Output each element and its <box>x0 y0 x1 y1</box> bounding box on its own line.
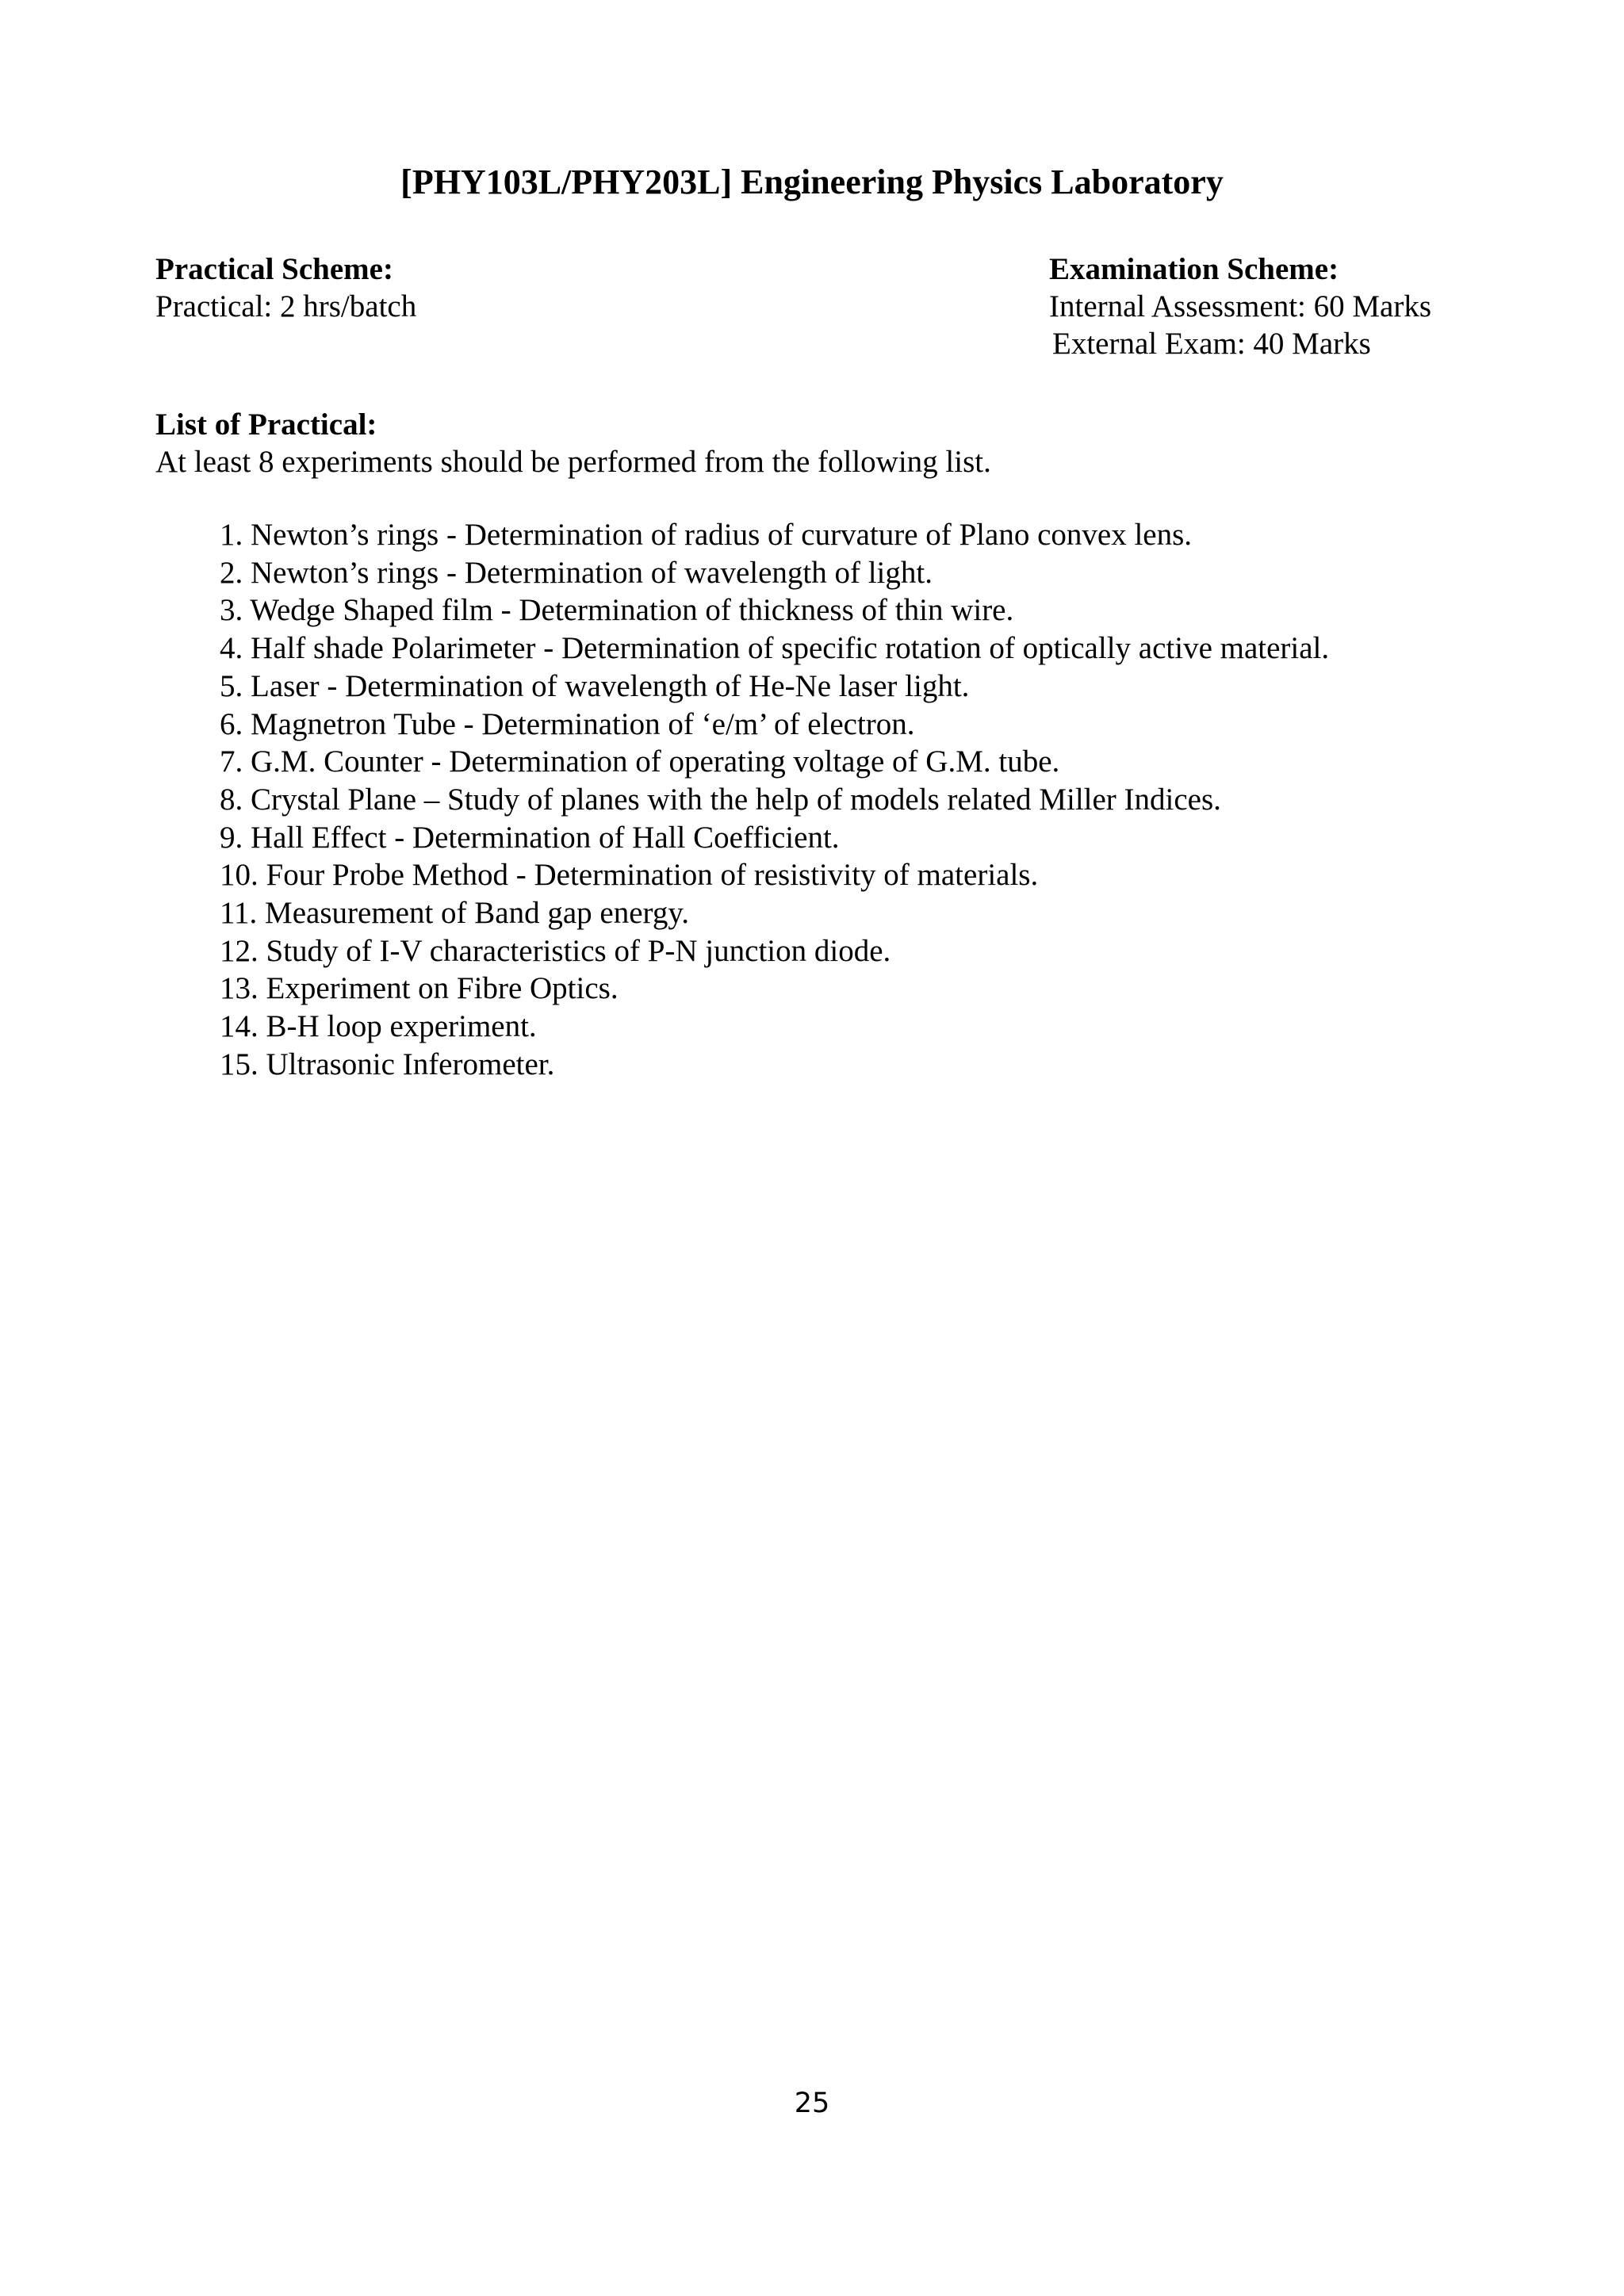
page-title: [PHY103L/PHY203L] Engineering Physics Laboratory <box>400 163 1224 201</box>
list-item: 11. Measurement of Band gap energy. <box>220 896 690 931</box>
external-exam-marks: External Exam: 40 Marks <box>1052 327 1371 361</box>
list-item: 1. Newton’s rings - Determination of radius of curvature of Plano convex lens. <box>220 518 1193 552</box>
list-item: 6. Magnetron Tube - Determination of ‘e/m’ of electron. <box>220 706 915 741</box>
list-item: 7. G.M. Counter - Determination of operating voltage of G.M. tube. <box>220 744 1060 779</box>
list-item: 10. Four Probe Method - Determination of resistivity of materials. <box>220 858 1039 893</box>
experiment-list <box>220 516 1329 1084</box>
list-item: 14. B-H loop experiment. <box>220 1009 537 1044</box>
list-item: 5. Laser - Determination of wavelength of He-Ne laser light. <box>220 668 970 703</box>
practical-hours: Practical: 2 hrs/batch <box>155 289 417 323</box>
list-item: 4. Half shade Polarimeter - Determination of specific rotation of optically active material. <box>220 631 1330 666</box>
page-number: 25 <box>794 2087 830 2119</box>
list-of-practical-intro: At least 8 experiments should be performed from the following list. <box>155 445 991 479</box>
internal-assessment-marks: Internal Assessment: 60 Marks <box>1049 289 1432 323</box>
list-item: 15. Ultrasonic Inferometer. <box>220 1047 555 1081</box>
examination-scheme-heading: Examination Scheme: <box>1049 252 1339 286</box>
list-item: 3. Wedge Shaped film - Determination of thickness of thin wire. <box>220 593 1014 628</box>
list-of-practical-section <box>155 406 991 480</box>
list-of-practical-heading: List of Practical: <box>155 408 377 442</box>
examination-scheme <box>1049 251 1431 362</box>
list-item: 12. Study of I-V characteristics of P-N junction diode. <box>220 933 891 968</box>
list-item: 2. Newton’s rings - Determination of wavelength of light. <box>220 555 933 590</box>
practical-scheme <box>155 251 416 325</box>
list-item: 8. Crystal Plane – Study of planes with the help of models related Miller Indices. <box>220 782 1221 817</box>
list-item: 13. Experiment on Fibre Optics. <box>220 971 619 1006</box>
practical-scheme-heading: Practical Scheme: <box>155 252 393 286</box>
list-item: 9. Hall Effect - Determination of Hall Coefficient. <box>220 820 840 855</box>
